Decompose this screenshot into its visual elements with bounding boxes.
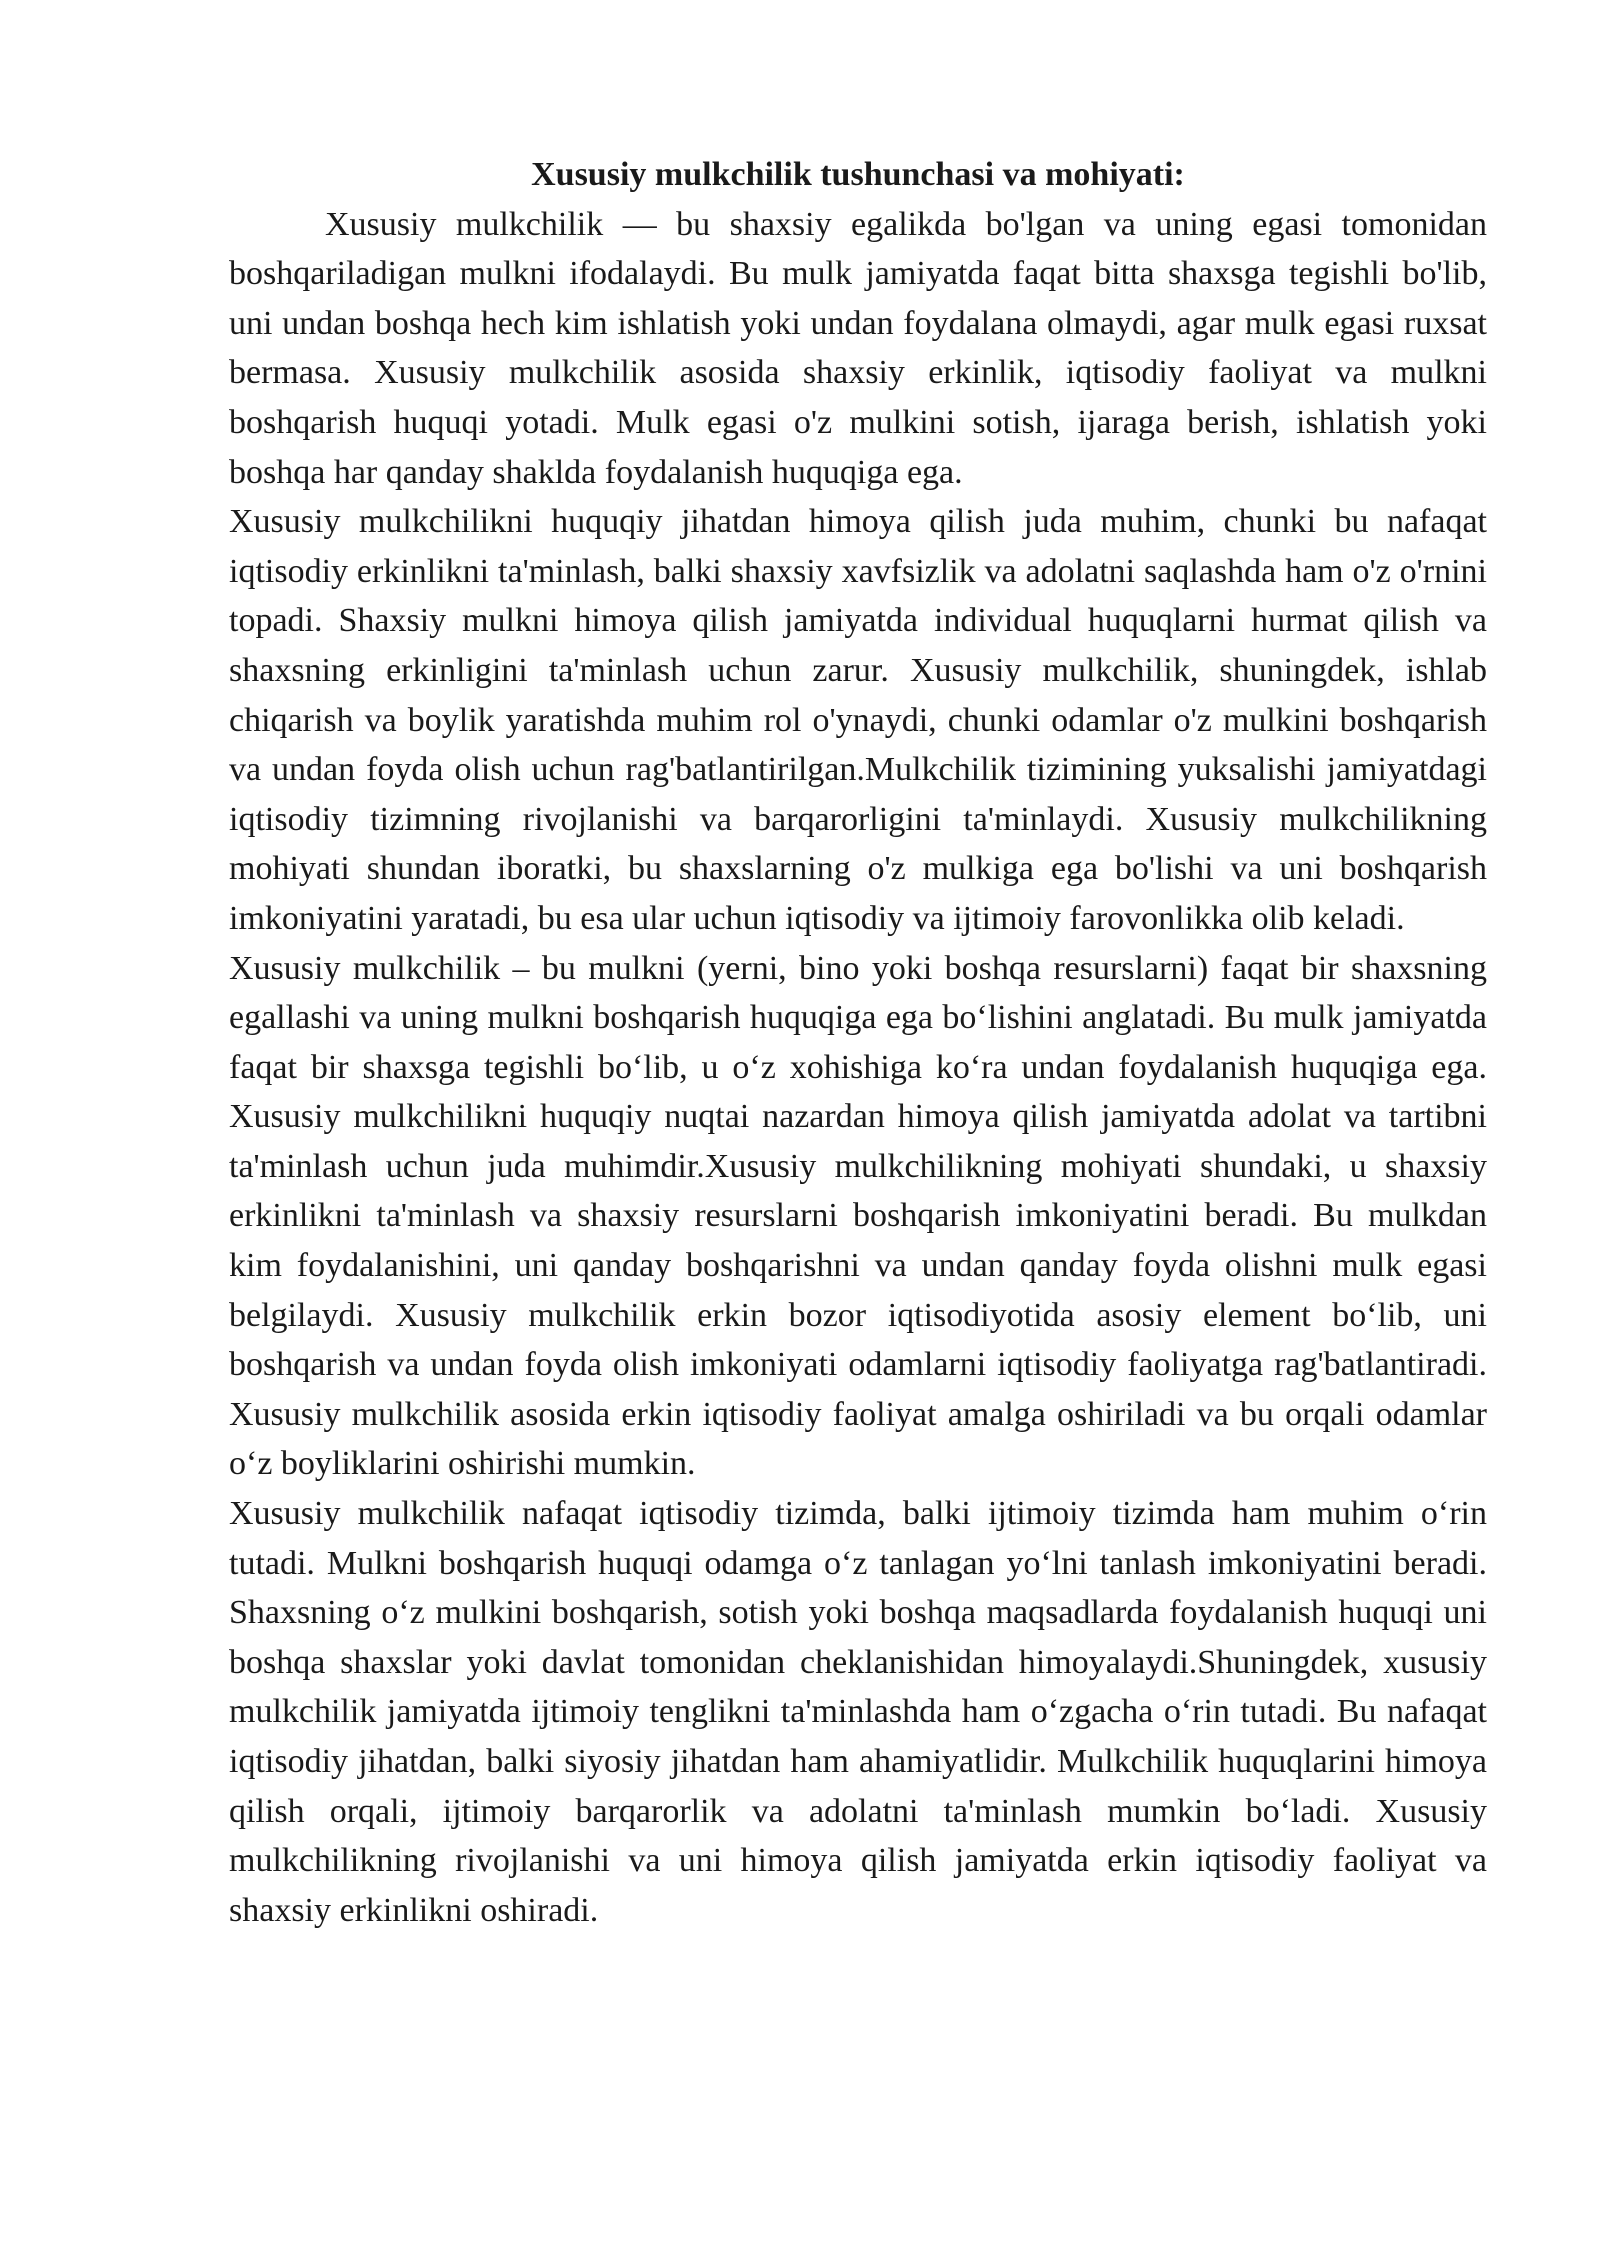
- paragraph-1: Xususiy mulkchilik — bu shaxsiy egalikda bo'lgan va uning egasi tomonidan boshqariladigan mulkni ifodalaydi. Bu mulk jamiyatda faqat bitta shaxsga tegishli bo'lib, uni undan boshqa hech kim ishlatish yoki undan foydalana olmaydi, agar mulk egasi ruxsat bermasa. Xususiy mulkchilik asosida shaxsiy erkinlik, iqtisodiy faoliyat va mulkni boshqarish huquqi yotadi. Mulk egasi o'z mulkini sotish, ijaraga berish, ishlatish yoki boshqa har qanday shaklda foydalanish huquqiga ega.: [229, 205, 1487, 491]
- paragraph-2: Xususiy mulkchilikni huquqiy jihatdan himoya qilish juda muhim, chunki bu nafaqat iqtisodiy erkinlikni ta'minlash, balki shaxsiy xavfsizlik va adolatni saqlashda ham o'z o'rnini topadi. Shaxsiy mulkni himoya qilish jamiyatda individual huquqlarni hurmat qilish va shaxsning erkinligini ta'minlash uchun zarur. Xususiy mulkchilik, shuningdek, ishlab chiqarish va boylik yaratishda muhim rol o'ynaydi, chunki odamlar o'z mulkini boshqarish va undan foyda olish uchun rag'batlantirilgan.Mulkchilik tizimining yuksalishi jamiyatdagi iqtisodiy tizimning rivojlanishi va barqarorligini ta'minlaydi. Xususiy mulkchilikning mohiyati shundan iboratki, bu shaxslarning o'z mulkiga ega bo'lishi va uni boshqarish imkoniyatini yaratadi, bu esa ular uchun iqtisodiy va ijtimoiy farovonlikka olib keladi.: [229, 503, 1487, 937]
- document-title: Xususiy mulkchilik tushunchasi va mohiyati:: [531, 156, 1185, 193]
- paragraph-3: Xususiy mulkchilik – bu mulkni (yerni, bino yoki boshqa resurslarni) faqat bir shaxsning egallashi va uning mulkni boshqarish huquqiga ega boʻlishini anglatadi. Bu mulk jamiyatda faqat bir shaxsga tegishli boʻlib, u oʻz xohishiga koʻra undan foydalanish huquqiga ega. Xususiy mulkchilikni huquqiy nuqtai nazardan himoya qilish jamiyatda adolat va tartibni ta'minlash uchun juda muhimdir.Xususiy mulkchilikning mohiyati shundaki, u shaxsiy erkinlikni ta'minlash va shaxsiy resurslarni boshqarish imkoniyatini beradi. Bu mulkdan kim foydalanishini, uni qanday boshqarishni va undan qanday foyda olishni mulk egasi belgilaydi. Xususiy mulkchilik erkin bozor iqtisodiyotida asosiy element boʻlib, uni boshqarish va undan foyda olish imkoniyati odamlarni iqtisodiy faoliyatga rag'batlantiradi. Xususiy mulkchilik asosida erkin iqtisodiy faoliyat amalga oshiriladi va bu orqali odamlar oʻz boyliklarini oshirishi mumkin.: [229, 949, 1487, 1483]
- paragraph-4: Xususiy mulkchilik nafaqat iqtisodiy tizimda, balki ijtimoiy tizimda ham muhim oʻrin tutadi. Mulkni boshqarish huquqi odamga oʻz tanlagan yoʻlni tanlash imkoniyatini beradi. Shaxsning oʻz mulkini boshqarish, sotish yoki boshqa maqsadlarda foydalanish huquqi uni boshqa shaxslar yoki davlat tomonidan cheklanishidan himoyalaydi.Shuningdek, xususiy mulkchilik jamiyatda ijtimoiy tenglikni ta'minlashda ham oʻzgacha oʻrin tutadi. Bu nafaqat iqtisodiy jihatdan, balki siyosiy jihatdan ham ahamiyatlidir. Mulkchilik huquqlarini himoya qilish orqali, ijtimoiy barqarorlik va adolatni ta'minlash mumkin boʻladi. Xususiy mulkchilikning rivojlanishi va uni himoya qilish jamiyatda erkin iqtisodiy faoliyat va shaxsiy erkinlikni oshiradi.: [229, 1495, 1487, 1929]
- document-body: [229, 150, 1487, 1935]
